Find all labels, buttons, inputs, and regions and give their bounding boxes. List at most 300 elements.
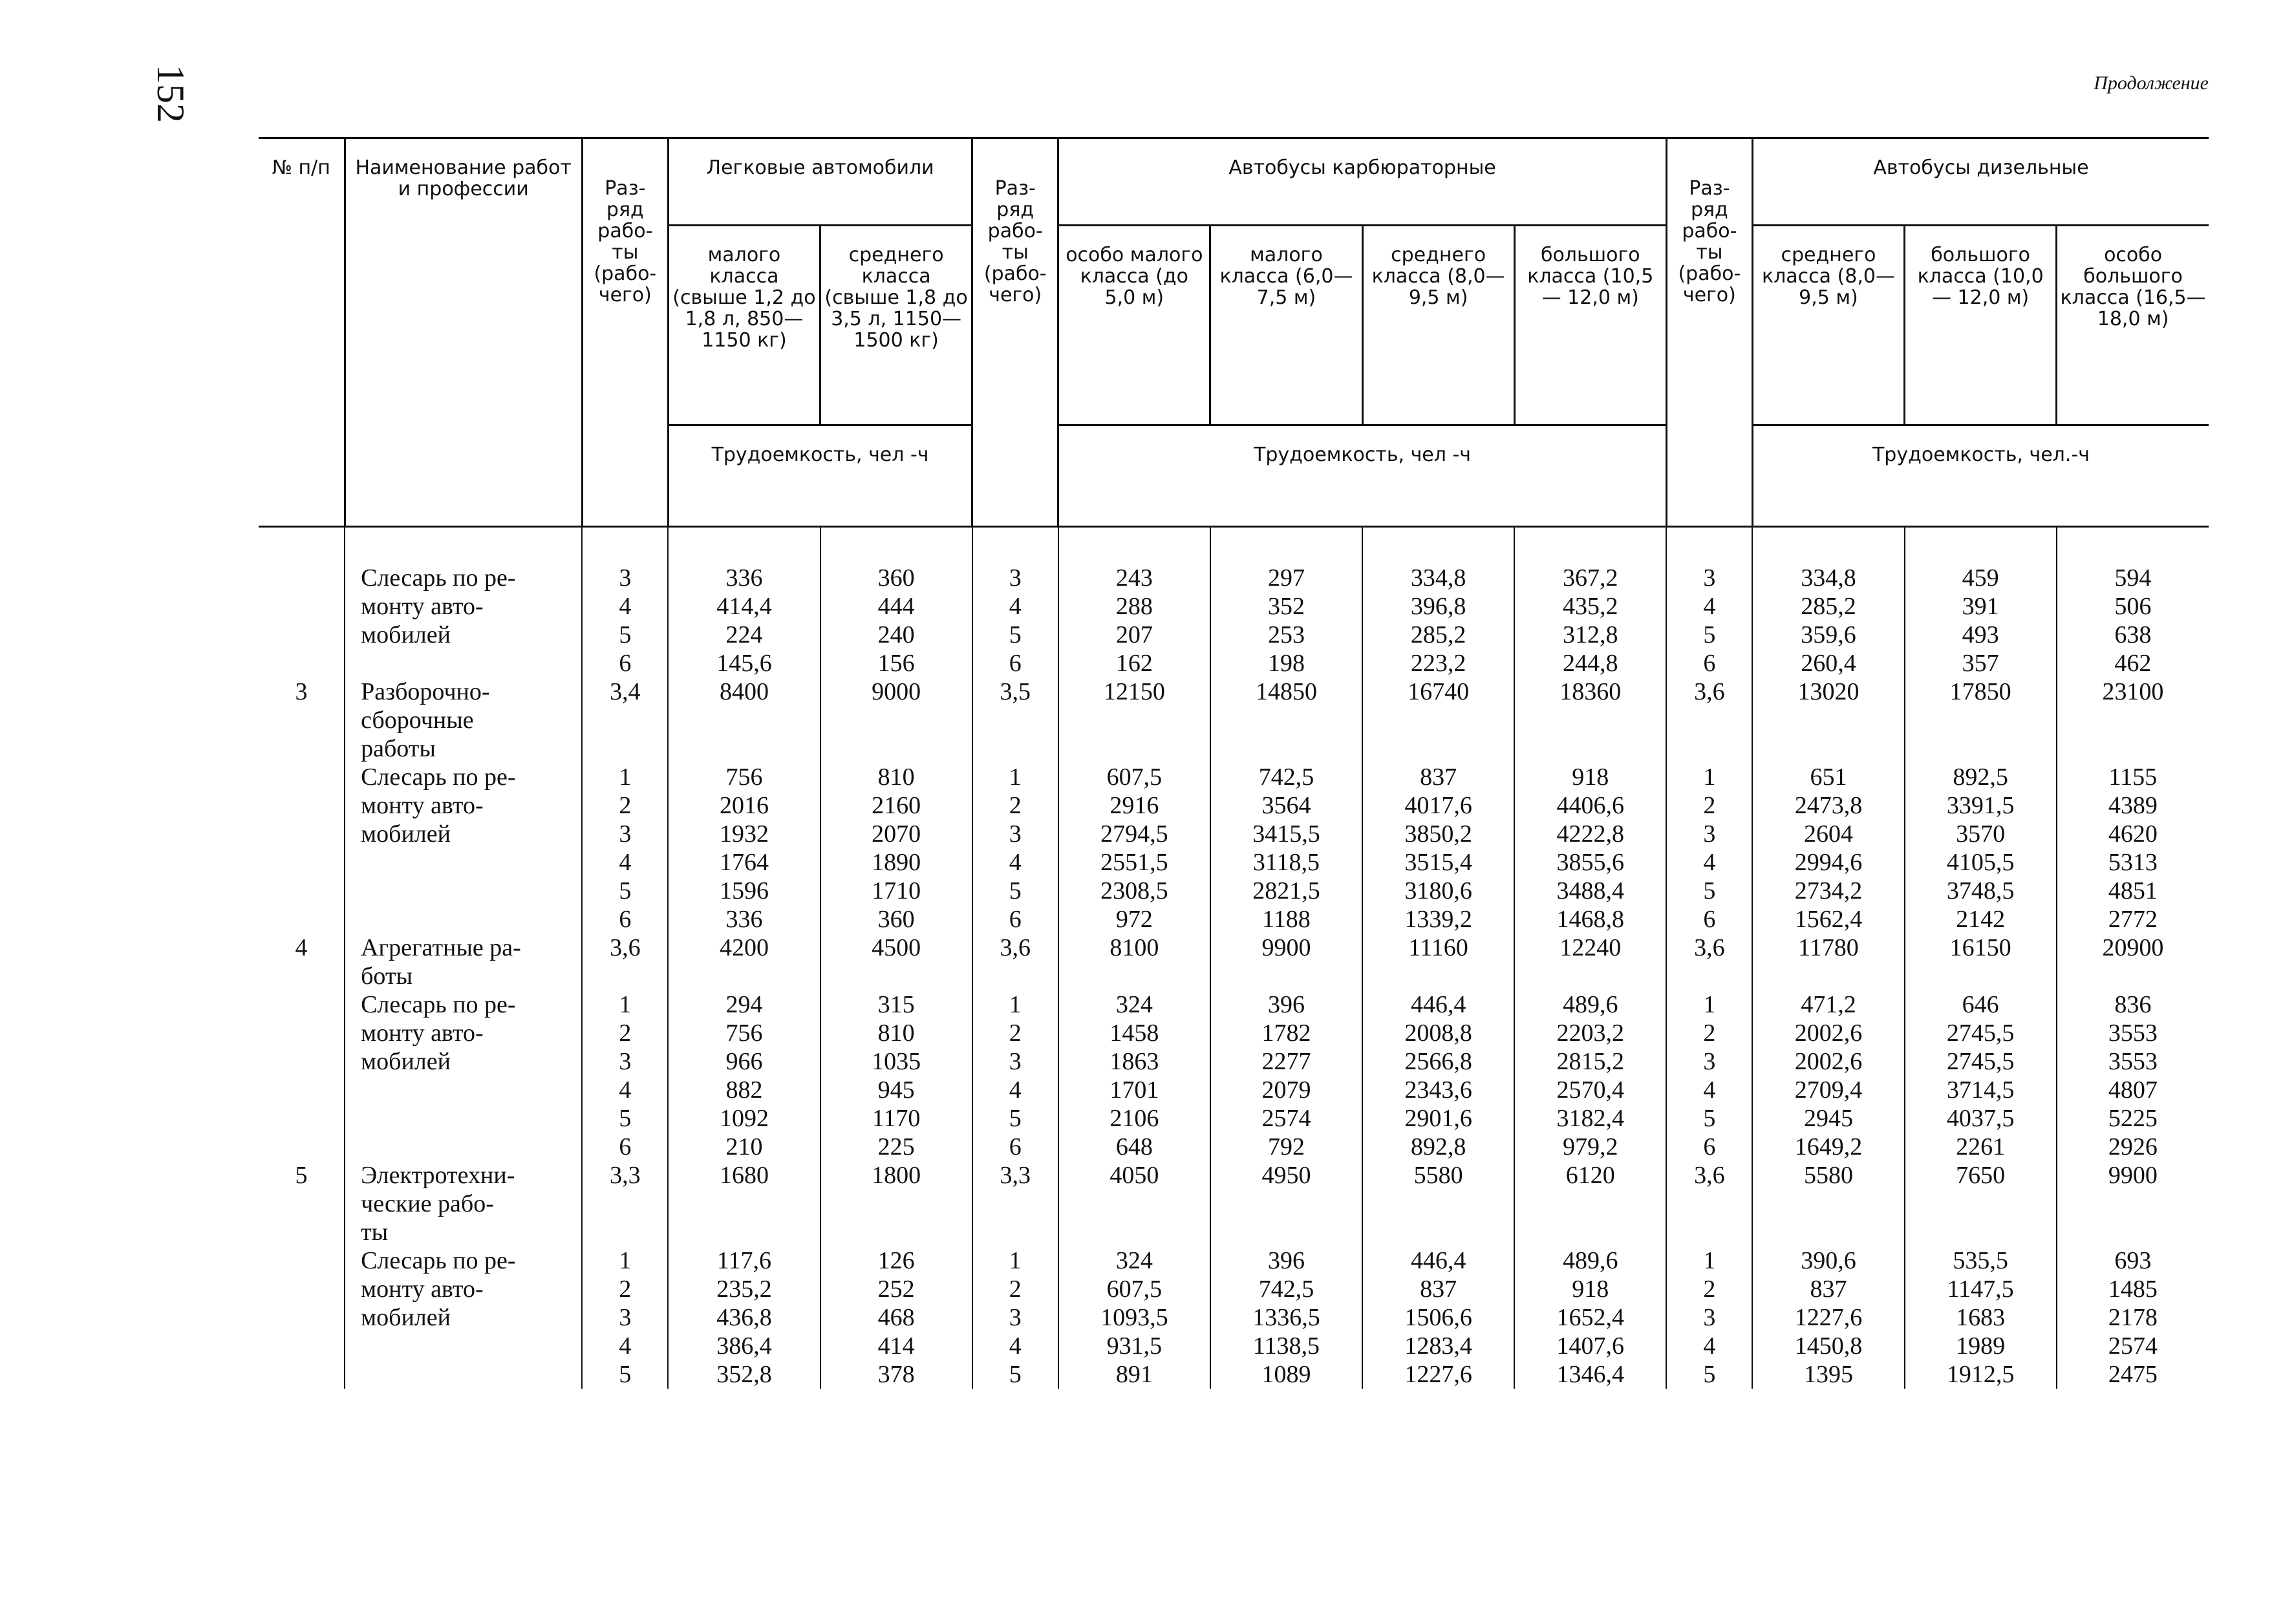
work-name-cell [345,1360,582,1389]
rank-cars-cell: 3 [582,564,668,592]
table-row [259,678,2209,706]
carb-small-cell: 2821,5 [1210,877,1362,905]
rank-diesel-cell: 6 [1666,905,1752,934]
carb-medium-cell: 1283,4 [1362,1332,1514,1360]
header-separator [259,527,2209,564]
page-number: 152 [149,65,192,123]
table-row [259,1076,2209,1104]
diesel-large-cell: 646 [1905,990,2057,1019]
rank-cars-cell: 3,4 [582,678,668,706]
work-name-cell: ты [345,1218,582,1246]
rank-carb-cell: 4 [972,592,1058,621]
diesel-extra-large-cell: 4389 [2057,791,2209,820]
rank-cars-cell: 4 [582,592,668,621]
rank-carb-cell [972,1218,1058,1246]
diesel-extra-large-cell: 9900 [2057,1161,2209,1190]
diesel-extra-large-cell: 2574 [2057,1332,2209,1360]
diesel-medium-cell: 334,8 [1752,564,1904,592]
carb-large-cell [1514,962,1666,990]
carb-large-cell: 3855,6 [1514,848,1666,877]
cars-medium-cell: 315 [820,990,972,1019]
cars-small-cell: 235,2 [668,1275,820,1303]
carb-medium-cell: 1227,6 [1362,1360,1514,1389]
table-row [259,791,2209,820]
rank-carb-cell: 3 [972,1047,1058,1076]
carb-extra-small-cell [1058,1190,1210,1218]
row-number-cell: 5 [295,1162,308,1189]
table-row [259,763,2209,791]
diesel-extra-large-cell: 693 [2057,1246,2209,1275]
rank-carb-cell: 5 [972,1360,1058,1389]
rank-carb-cell: 4 [972,1076,1058,1104]
rank-diesel-cell: 3,6 [1666,934,1752,962]
work-name-cell: Слесарь по ре- [345,1246,582,1275]
carb-medium-cell: 1506,6 [1362,1303,1514,1332]
carb-small-cell [1210,706,1362,734]
diesel-large-cell: 2261 [1905,1133,2057,1161]
row-number-cell [259,990,345,1019]
rank-cars-cell: 6 [582,649,668,678]
work-name-cell: боты [345,962,582,990]
diesel-extra-large-cell [2057,1218,2209,1246]
carb-small-cell: 3118,5 [1210,848,1362,877]
carb-extra-small-cell [1058,734,1210,763]
header-cars-medium: среднего класса (свыше 1,8 до 3,5 л, 1150— 1500 кг) [820,226,972,425]
table-row [259,592,2209,621]
carb-extra-small-cell: 648 [1058,1133,1210,1161]
rank-carb-cell: 6 [972,649,1058,678]
cars-small-cell [668,1218,820,1246]
rank-carb-cell: 3,3 [972,1161,1058,1190]
diesel-large-cell: 2745,5 [1905,1047,2057,1076]
header-diesel-extra-large: особо большого класса (16,5— 18,0 м) [2057,226,2209,425]
diesel-medium-cell: 2473,8 [1752,791,1904,820]
rank-cars-cell: 3,3 [582,1161,668,1190]
carb-large-cell [1514,734,1666,763]
row-number-cell [259,564,345,592]
labor-table-container [259,137,2209,1389]
carb-extra-small-cell: 1701 [1058,1076,1210,1104]
carb-large-cell: 2815,2 [1514,1047,1666,1076]
carb-medium-cell: 11160 [1362,934,1514,962]
cars-medium-cell: 444 [820,592,972,621]
rank-cars-cell: 6 [582,905,668,934]
carb-small-cell: 297 [1210,564,1362,592]
rank-cars-cell [582,1190,668,1218]
carb-large-cell: 1346,4 [1514,1360,1666,1389]
diesel-medium-cell: 2604 [1752,820,1904,848]
carb-extra-small-cell: 8100 [1058,934,1210,962]
work-name-cell [345,649,582,678]
diesel-medium-cell: 260,4 [1752,649,1904,678]
cars-small-cell: 882 [668,1076,820,1104]
carb-small-cell: 1188 [1210,905,1362,934]
diesel-large-cell: 16150 [1905,934,2057,962]
carb-small-cell: 742,5 [1210,763,1362,791]
carb-small-cell: 2079 [1210,1076,1362,1104]
table-row [259,905,2209,934]
carb-small-cell: 792 [1210,1133,1362,1161]
rank-cars-cell [582,962,668,990]
cars-small-cell: 1680 [668,1161,820,1190]
work-name-cell: Агрегатные ра- [345,934,582,962]
rank-carb-cell: 1 [972,763,1058,791]
header-carb-medium: среднего класса (8,0—9,5 м) [1362,226,1514,425]
table-row [259,621,2209,649]
carb-small-cell: 14850 [1210,678,1362,706]
table-row [259,934,2209,962]
cars-medium-cell: 1035 [820,1047,972,1076]
row-number-cell [259,1332,345,1360]
diesel-extra-large-cell: 20900 [2057,934,2209,962]
diesel-extra-large-cell: 3553 [2057,1047,2209,1076]
header-cars-group: Легковые автомобили [668,138,972,226]
carb-medium-cell: 4017,6 [1362,791,1514,820]
cars-medium-cell: 240 [820,621,972,649]
diesel-extra-large-cell: 2475 [2057,1360,2209,1389]
carb-extra-small-cell: 1093,5 [1058,1303,1210,1332]
rank-diesel-cell: 3 [1666,1303,1752,1332]
carb-extra-small-cell [1058,1218,1210,1246]
carb-extra-small-cell: 288 [1058,592,1210,621]
cars-small-cell: 8400 [668,678,820,706]
carb-small-cell: 396 [1210,990,1362,1019]
diesel-large-cell: 7650 [1905,1161,2057,1190]
header-carb-large: большого класса (10,5— 12,0 м) [1514,226,1666,425]
carb-extra-small-cell: 243 [1058,564,1210,592]
cars-small-cell: 210 [668,1133,820,1161]
rank-carb-cell: 4 [972,1332,1058,1360]
rank-carb-cell: 3 [972,564,1058,592]
diesel-large-cell: 4037,5 [1905,1104,2057,1133]
cars-small-cell [668,706,820,734]
carb-small-cell: 3415,5 [1210,820,1362,848]
rank-cars-cell: 3,6 [582,934,668,962]
rank-cars-cell: 4 [582,1332,668,1360]
diesel-large-cell: 3391,5 [1905,791,2057,820]
rank-cars-cell: 1 [582,990,668,1019]
rank-carb-cell [972,734,1058,763]
diesel-extra-large-cell: 2926 [2057,1133,2209,1161]
row-number-cell [259,1246,345,1275]
rank-cars-cell: 5 [582,1104,668,1133]
diesel-extra-large-cell [2057,1190,2209,1218]
table-row [259,1019,2209,1047]
carb-extra-small-cell: 972 [1058,905,1210,934]
diesel-medium-cell: 651 [1752,763,1904,791]
cars-small-cell: 1932 [668,820,820,848]
diesel-medium-cell [1752,734,1904,763]
rank-diesel-cell: 2 [1666,1275,1752,1303]
carb-medium-cell: 837 [1362,1275,1514,1303]
cars-small-cell [668,734,820,763]
rank-cars-cell [582,734,668,763]
header-carb-labor: Трудоемкость, чел -ч [1058,425,1667,527]
carb-extra-small-cell: 1458 [1058,1019,1210,1047]
rank-carb-cell [972,706,1058,734]
diesel-medium-cell: 13020 [1752,678,1904,706]
carb-large-cell: 312,8 [1514,621,1666,649]
diesel-large-cell: 1147,5 [1905,1275,2057,1303]
carb-small-cell: 396 [1210,1246,1362,1275]
rank-carb-cell [972,1190,1058,1218]
carb-medium-cell: 2901,6 [1362,1104,1514,1133]
diesel-large-cell: 1912,5 [1905,1360,2057,1389]
carb-extra-small-cell: 2106 [1058,1104,1210,1133]
carb-large-cell [1514,1190,1666,1218]
carb-medium-cell: 446,4 [1362,990,1514,1019]
cars-medium-cell: 4500 [820,934,972,962]
diesel-large-cell: 1683 [1905,1303,2057,1332]
row-number-cell [259,1047,345,1076]
cars-medium-cell: 252 [820,1275,972,1303]
rank-diesel-cell: 4 [1666,1332,1752,1360]
work-name-cell: Разборочно- [345,678,582,706]
diesel-extra-large-cell: 2772 [2057,905,2209,934]
rank-cars-cell: 2 [582,791,668,820]
carb-extra-small-cell: 2308,5 [1058,877,1210,905]
rank-diesel-cell: 5 [1666,1360,1752,1389]
cars-small-cell: 756 [668,763,820,791]
carb-medium-cell [1362,706,1514,734]
table-row [259,1047,2209,1076]
cars-small-cell: 386,4 [668,1332,820,1360]
work-name-cell: сборочные [345,706,582,734]
diesel-medium-cell: 2709,4 [1752,1076,1904,1104]
diesel-medium-cell: 837 [1752,1275,1904,1303]
table-header [259,138,2209,527]
carb-large-cell: 435,2 [1514,592,1666,621]
rank-cars-cell: 5 [582,621,668,649]
cars-small-cell: 1764 [668,848,820,877]
cars-medium-cell: 126 [820,1246,972,1275]
diesel-medium-cell: 1450,8 [1752,1332,1904,1360]
row-number-cell [259,706,345,734]
diesel-large-cell: 459 [1905,564,2057,592]
carb-large-cell: 918 [1514,763,1666,791]
table-row [259,1332,2209,1360]
table-body [259,527,2209,1389]
diesel-extra-large-cell: 4807 [2057,1076,2209,1104]
carb-small-cell: 1138,5 [1210,1332,1362,1360]
header-number: № п/п [259,138,345,527]
diesel-medium-cell: 285,2 [1752,592,1904,621]
table-row [259,1303,2209,1332]
carb-small-cell [1210,1218,1362,1246]
carb-extra-small-cell: 2916 [1058,791,1210,820]
diesel-extra-large-cell: 3553 [2057,1019,2209,1047]
cars-medium-cell: 378 [820,1360,972,1389]
carb-small-cell [1210,962,1362,990]
diesel-extra-large-cell: 4620 [2057,820,2209,848]
rank-carb-cell: 1 [972,990,1058,1019]
work-name-cell [345,1104,582,1133]
rank-cars-cell: 1 [582,1246,668,1275]
row-number-cell [259,1133,345,1161]
work-name-cell [345,1076,582,1104]
rank-diesel-cell [1666,706,1752,734]
diesel-extra-large-cell [2057,706,2209,734]
row-number-cell: 3 [295,678,308,705]
header-diesel-buses-group: Автобусы дизельные [1752,138,2209,226]
diesel-medium-cell: 1649,2 [1752,1133,1904,1161]
carb-large-cell: 244,8 [1514,649,1666,678]
rank-diesel-cell: 1 [1666,990,1752,1019]
diesel-extra-large-cell: 462 [2057,649,2209,678]
carb-medium-cell: 892,8 [1362,1133,1514,1161]
rank-carb-cell: 3 [972,1303,1058,1332]
row-number-cell [259,877,345,905]
rank-cars-cell: 3 [582,820,668,848]
row-number-cell [259,791,345,820]
rank-diesel-cell: 3,6 [1666,1161,1752,1190]
carb-extra-small-cell: 207 [1058,621,1210,649]
table-row [259,1104,2209,1133]
carb-extra-small-cell [1058,706,1210,734]
rank-diesel-cell: 1 [1666,763,1752,791]
rank-cars-cell: 6 [582,1133,668,1161]
cars-small-cell: 756 [668,1019,820,1047]
rank-diesel-cell: 4 [1666,592,1752,621]
rank-diesel-cell [1666,734,1752,763]
carb-medium-cell: 2343,6 [1362,1076,1514,1104]
cars-medium-cell: 414 [820,1332,972,1360]
rank-cars-cell: 3 [582,1047,668,1076]
carb-large-cell [1514,706,1666,734]
carb-small-cell: 2574 [1210,1104,1362,1133]
diesel-medium-cell: 471,2 [1752,990,1904,1019]
carb-large-cell: 2203,2 [1514,1019,1666,1047]
header-work-name: Наименование работ и профессии [345,138,582,527]
carb-large-cell: 2570,4 [1514,1076,1666,1104]
work-name-cell [345,1332,582,1360]
carb-small-cell: 352 [1210,592,1362,621]
header-carb-small: малого класса (6,0—7,5 м) [1210,226,1362,425]
diesel-medium-cell: 2002,6 [1752,1047,1904,1076]
rank-cars-cell: 1 [582,763,668,791]
cars-medium-cell: 810 [820,1019,972,1047]
work-name-cell [345,848,582,877]
diesel-medium-cell [1752,1190,1904,1218]
cars-small-cell: 2016 [668,791,820,820]
rank-diesel-cell [1666,1190,1752,1218]
row-number-cell [259,905,345,934]
carb-medium-cell: 3180,6 [1362,877,1514,905]
rank-carb-cell [972,962,1058,990]
rank-carb-cell: 5 [972,877,1058,905]
carb-medium-cell: 3850,2 [1362,820,1514,848]
diesel-medium-cell: 5580 [1752,1161,1904,1190]
cars-medium-cell: 945 [820,1076,972,1104]
carb-large-cell [1514,1218,1666,1246]
cars-small-cell: 352,8 [668,1360,820,1389]
cars-medium-cell: 225 [820,1133,972,1161]
table-row [259,1190,2209,1218]
diesel-large-cell: 3748,5 [1905,877,2057,905]
row-number-cell [259,1104,345,1133]
row-number-cell [259,734,345,763]
rank-carb-cell: 6 [972,1133,1058,1161]
diesel-medium-cell [1752,1218,1904,1246]
carb-extra-small-cell: 891 [1058,1360,1210,1389]
carb-large-cell: 4406,6 [1514,791,1666,820]
cars-small-cell: 966 [668,1047,820,1076]
carb-large-cell: 918 [1514,1275,1666,1303]
carb-small-cell: 3564 [1210,791,1362,820]
diesel-large-cell: 3570 [1905,820,2057,848]
rank-diesel-cell: 6 [1666,1133,1752,1161]
row-number-cell [259,848,345,877]
rank-diesel-cell: 3 [1666,564,1752,592]
cars-small-cell: 336 [668,905,820,934]
header-rank-diesel-buses: Раз- ряд рабо- ты (рабо- чего) [1666,138,1752,527]
diesel-extra-large-cell: 506 [2057,592,2209,621]
diesel-medium-cell: 1395 [1752,1360,1904,1389]
table-row [259,848,2209,877]
row-number-cell [259,1218,345,1246]
row-number-cell [259,1019,345,1047]
carb-medium-cell [1362,962,1514,990]
header-diesel-labor: Трудоемкость, чел.-ч [1752,425,2209,527]
row-number-cell [259,1275,345,1303]
cars-small-cell: 1596 [668,877,820,905]
carb-small-cell: 2277 [1210,1047,1362,1076]
work-name-cell: Электротехни- [345,1161,582,1190]
carb-large-cell: 1468,8 [1514,905,1666,934]
carb-large-cell: 489,6 [1514,990,1666,1019]
rank-carb-cell: 2 [972,1019,1058,1047]
carb-extra-small-cell: 607,5 [1058,1275,1210,1303]
cars-medium-cell [820,706,972,734]
cars-small-cell: 414,4 [668,592,820,621]
carb-large-cell: 12240 [1514,934,1666,962]
carb-medium-cell: 5580 [1362,1161,1514,1190]
cars-medium-cell [820,734,972,763]
cars-medium-cell: 9000 [820,678,972,706]
diesel-large-cell: 493 [1905,621,2057,649]
diesel-large-cell [1905,734,2057,763]
cars-medium-cell [820,1190,972,1218]
diesel-large-cell [1905,962,2057,990]
work-name-cell: монту авто- [345,592,582,621]
header-diesel-large: большого класса (10,0— 12,0 м) [1905,226,2057,425]
cars-medium-cell: 1170 [820,1104,972,1133]
cars-medium-cell: 468 [820,1303,972,1332]
row-number-cell [259,820,345,848]
cars-medium-cell: 156 [820,649,972,678]
table-row [259,564,2209,592]
row-number-cell [259,1076,345,1104]
table-row [259,1275,2209,1303]
continuation-label: Продолжение [2094,72,2209,94]
carb-extra-small-cell: 324 [1058,990,1210,1019]
rank-diesel-cell: 5 [1666,1104,1752,1133]
diesel-medium-cell: 1227,6 [1752,1303,1904,1332]
header-rank-carb-buses: Раз- ряд рабо- ты (рабо- чего) [972,138,1058,527]
cars-small-cell: 1092 [668,1104,820,1133]
carb-small-cell [1210,734,1362,763]
diesel-extra-large-cell: 638 [2057,621,2209,649]
row-number-cell [259,1360,345,1389]
diesel-medium-cell: 359,6 [1752,621,1904,649]
rank-carb-cell: 3 [972,820,1058,848]
carb-large-cell: 6120 [1514,1161,1666,1190]
carb-medium-cell: 396,8 [1362,592,1514,621]
table-row [259,706,2209,734]
carb-large-cell: 1407,6 [1514,1332,1666,1360]
header-cars-labor: Трудоемкость, чел -ч [668,425,972,527]
carb-extra-small-cell: 324 [1058,1246,1210,1275]
